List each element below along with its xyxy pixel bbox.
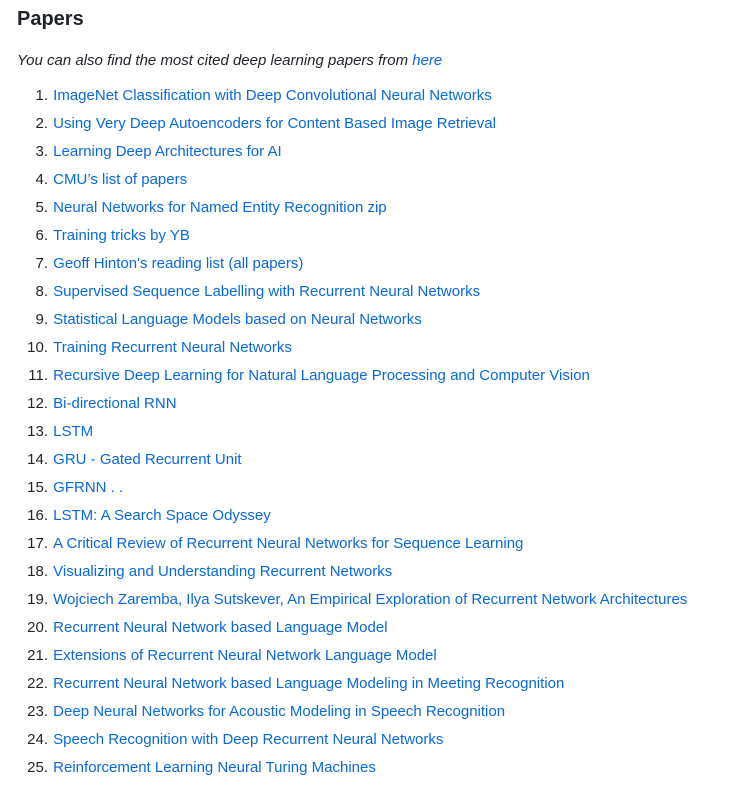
list-item <box>17 446 732 474</box>
list-item <box>17 418 732 446</box>
paper-link[interactable]: Deep Neural Networks for Acoustic Modeling in Speech Recognition <box>53 703 506 720</box>
list-item <box>17 474 732 502</box>
list-item <box>17 530 732 558</box>
list-item <box>17 698 732 726</box>
paper-link[interactable]: Wojciech Zaremba, Ilya Sutskever, An Empirical Exploration of Recurrent Network Architectures <box>53 591 688 608</box>
list-item-number: 3. <box>35 143 48 160</box>
paper-link[interactable]: Statistical Language Models based on Neural Networks <box>53 311 422 328</box>
paper-link[interactable]: Neural Networks for Named Entity Recognition zip <box>53 199 387 216</box>
list-item <box>17 194 732 222</box>
paper-link[interactable]: Training Recurrent Neural Networks <box>53 339 292 356</box>
list-item-number: 15. <box>27 479 48 496</box>
list-item <box>17 754 732 782</box>
list-item-number: 13. <box>27 423 48 440</box>
paper-link[interactable]: GRU - Gated Recurrent Unit <box>53 451 242 468</box>
list-item-number: 5. <box>35 199 48 216</box>
list-item-number: 25. <box>27 759 48 776</box>
paper-link[interactable]: Recursive Deep Learning for Natural Language Processing and Computer Vision <box>53 367 590 384</box>
paper-link[interactable]: Recurrent Neural Network based Language Modeling in Meeting Recognition <box>53 675 565 692</box>
paper-link[interactable]: Speech Recognition with Deep Recurrent Neural Networks <box>53 731 444 748</box>
list-item-number: 22. <box>27 675 48 692</box>
list-item-number: 18. <box>27 563 48 580</box>
paper-link[interactable]: Extensions of Recurrent Neural Network Language Model <box>53 647 437 664</box>
paper-link[interactable]: CMU’s list of papers <box>53 171 188 188</box>
list-item <box>17 306 732 334</box>
paper-link[interactable]: LSTM: A Search Space Odyssey <box>53 507 271 524</box>
list-item <box>17 82 732 110</box>
paper-link[interactable]: Reinforcement Learning Neural Turing Machines <box>53 759 376 776</box>
intro-paragraph <box>17 50 732 72</box>
list-item <box>17 334 732 362</box>
papers-list <box>17 82 732 782</box>
paper-link[interactable]: LSTM <box>53 423 94 440</box>
list-item-number: 2. <box>35 115 48 132</box>
list-item <box>17 726 732 754</box>
paper-link[interactable]: Visualizing and Understanding Recurrent Networks <box>53 563 393 580</box>
list-item-number: 4. <box>35 171 48 188</box>
list-item-number: 21. <box>27 647 48 664</box>
paper-link[interactable]: Training tricks by YB <box>53 227 190 244</box>
paper-link[interactable]: Bi-directional RNN <box>53 395 177 412</box>
paper-link[interactable]: Learning Deep Architectures for AI <box>53 143 282 160</box>
list-item-number: 20. <box>27 619 48 636</box>
list-item-number: 23. <box>27 703 48 720</box>
list-item-number: 17. <box>27 535 48 552</box>
list-item <box>17 642 732 670</box>
list-item-number: 11. <box>28 367 48 384</box>
list-item-number: 9. <box>35 311 48 328</box>
paper-link[interactable]: A Critical Review of Recurrent Neural Networks for Sequence Learning <box>53 535 524 552</box>
list-item <box>17 670 732 698</box>
paper-link[interactable]: Supervised Sequence Labelling with Recurrent Neural Networks <box>53 283 481 300</box>
list-item <box>17 166 732 194</box>
paper-link[interactable]: Geoff Hinton's reading list (all papers) <box>53 255 304 272</box>
list-item-number: 16. <box>27 507 48 524</box>
list-item <box>17 502 732 530</box>
list-item <box>17 586 732 614</box>
list-item-number: 8. <box>35 283 48 300</box>
here-link[interactable]: here <box>412 52 443 69</box>
list-item-number: 24. <box>27 731 48 748</box>
paper-link[interactable]: Recurrent Neural Network based Language Model <box>53 619 388 636</box>
paper-link[interactable]: GFRNN . . <box>53 479 124 496</box>
list-item <box>17 614 732 642</box>
list-item <box>17 138 732 166</box>
section-heading-papers: Papers <box>17 8 84 30</box>
list-item <box>17 222 732 250</box>
list-item <box>17 558 732 586</box>
list-item-number: 19. <box>27 591 48 608</box>
list-item-number: 14. <box>27 451 48 468</box>
intro-text: You can also find the most cited deep learning papers from <box>17 52 413 69</box>
list-item <box>17 390 732 418</box>
paper-link[interactable]: Using Very Deep Autoencoders for Content Based Image Retrieval <box>53 115 496 132</box>
list-item-number: 1. <box>35 87 48 104</box>
list-item <box>17 362 732 390</box>
list-item-number: 12. <box>27 395 48 412</box>
list-item <box>17 110 732 138</box>
list-item <box>17 250 732 278</box>
list-item-number: 6. <box>35 227 48 244</box>
list-item-number: 10. <box>27 339 48 356</box>
list-item <box>17 278 732 306</box>
paper-link[interactable]: ImageNet Classification with Deep Convolutional Neural Networks <box>53 87 492 104</box>
list-item-number: 7. <box>35 255 48 272</box>
